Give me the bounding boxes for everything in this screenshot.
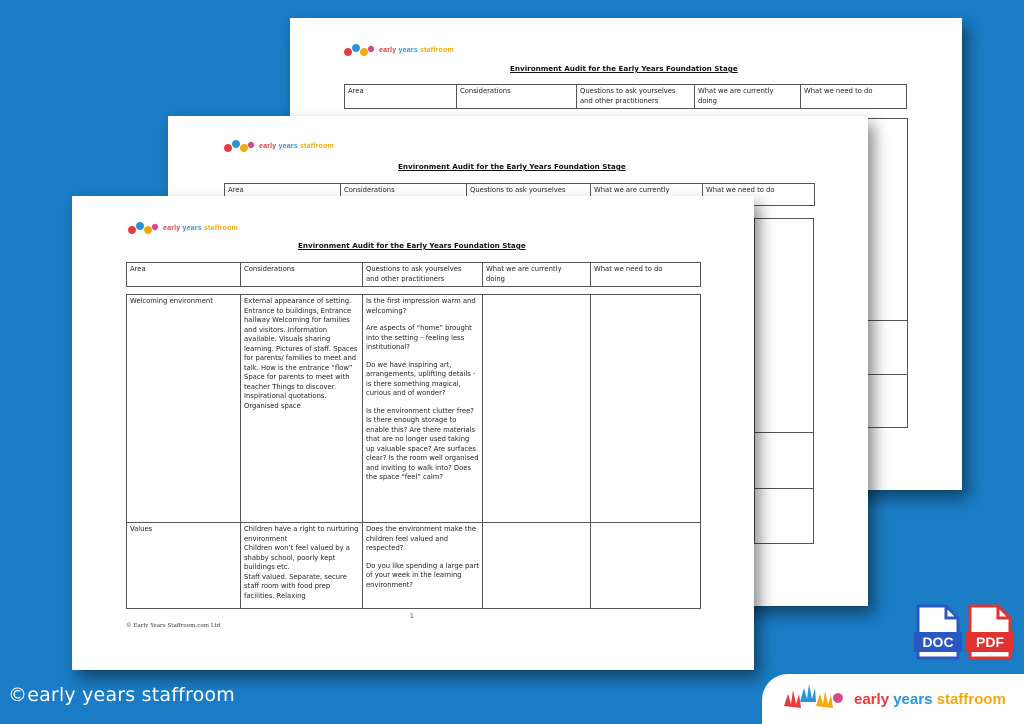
hands-logo-icon [222, 138, 256, 154]
question-text: Do we have inspiring art, arrangements, uplifting details - is there something magical, curious and of wonder? [366, 360, 476, 398]
brand-badge [762, 674, 1024, 724]
header-need-to-do: What we need to do [801, 85, 907, 109]
hands-logo-icon [342, 42, 376, 58]
question-text: Is the first impression warm and welcoming? [366, 297, 476, 315]
question-text: Is the environment clutter free? Is there enough storage to enable this? Are there materials that are no longer used taking up valuable space? Are surfaces clear? Is the room well organised and inviting to walk into? Does the space “feel” calm? [366, 406, 479, 482]
page-number: 1 [410, 613, 414, 620]
header-currently-doing: What we are currently doing [695, 85, 801, 109]
doc-label: DOC [914, 632, 962, 652]
questions-cell [363, 295, 483, 523]
brand-logo [126, 220, 238, 236]
header-considerations: Considerations [457, 85, 577, 109]
header-area: Area [225, 184, 341, 206]
document-copyright: © Early Years Staffroom.com Ltd [126, 623, 221, 629]
row-divider [754, 432, 814, 433]
header-table [126, 262, 701, 287]
header-currently-doing: What we are currently doing [483, 263, 591, 287]
pdf-label: PDF [966, 632, 1014, 652]
header-need-to-do: What we need to do [591, 263, 701, 287]
badge-wordmark: early years staffroom [854, 690, 1006, 708]
table-row [127, 523, 701, 609]
pdf-file-icon[interactable] [966, 604, 1014, 660]
questions-cell [363, 523, 483, 609]
area-cell: Values [127, 523, 241, 609]
currently-doing-cell [483, 295, 591, 523]
header-area: Area [345, 85, 457, 109]
document-title: Environment Audit for the Early Years Foundation Stage [298, 241, 526, 250]
footer-copyright: ©early years staffroom [8, 684, 235, 706]
brand-logo [342, 42, 454, 58]
header-need-to-do: What we need to do [703, 184, 815, 206]
question-text: Do you like spending a large part of your week in the learning environment? [366, 561, 479, 589]
header-currently-doing: What we are currently [591, 184, 703, 206]
hands-logo-icon [780, 682, 846, 716]
area-cell: Welcoming environment [127, 295, 241, 523]
table-edge [754, 218, 814, 544]
document-title: Environment Audit for the Early Years Foundation Stage [510, 64, 738, 73]
brand-wordmark: early years staffroom [163, 224, 239, 232]
preview-page-1 [72, 196, 754, 670]
need-to-do-cell [591, 523, 701, 609]
header-questions: Questions to ask yourselves and other practitioners [577, 85, 695, 109]
table-row [127, 295, 701, 523]
brand-wordmark: early years staffroom [259, 142, 335, 150]
header-questions: Questions to ask yourselves [467, 184, 591, 206]
need-to-do-cell [591, 295, 701, 523]
question-text: Are aspects of “home” brought into the setting – feeling less institutional? [366, 324, 472, 352]
header-considerations: Considerations [341, 184, 467, 206]
considerations-cell: Children have a right to nurturing environment Children won’t feel valued by a shabby school, poorly kept buildings etc. Staff valued. Separate, secure staff room with food prep facilities. Relaxing [241, 523, 363, 609]
brand-logo [222, 138, 334, 154]
audit-table [126, 294, 701, 609]
row-divider [754, 488, 814, 489]
currently-doing-cell [483, 523, 591, 609]
considerations-cell: External appearance of setting. Entrance to buildings, Entrance hallway Welcoming for families and visitors. Information available. Visuals sharing learning. Pictures of staff. Spaces for parents/ families to meet and talk. How is the entrance “flow” Space for parents to meet with teacher Things to discover. Inspirational quotations. Organised space [241, 295, 363, 523]
header-table [344, 84, 907, 109]
header-area: Area [127, 263, 241, 287]
question-text: Does the environment make the children feel valued and respected? [366, 525, 477, 553]
header-considerations: Considerations [241, 263, 363, 287]
doc-file-icon[interactable] [914, 604, 962, 660]
hands-logo-icon [126, 220, 160, 236]
brand-wordmark: early years staffroom [379, 46, 455, 54]
document-title: Environment Audit for the Early Years Foundation Stage [398, 162, 626, 171]
header-questions: Questions to ask yourselves and other practitioners [363, 263, 483, 287]
